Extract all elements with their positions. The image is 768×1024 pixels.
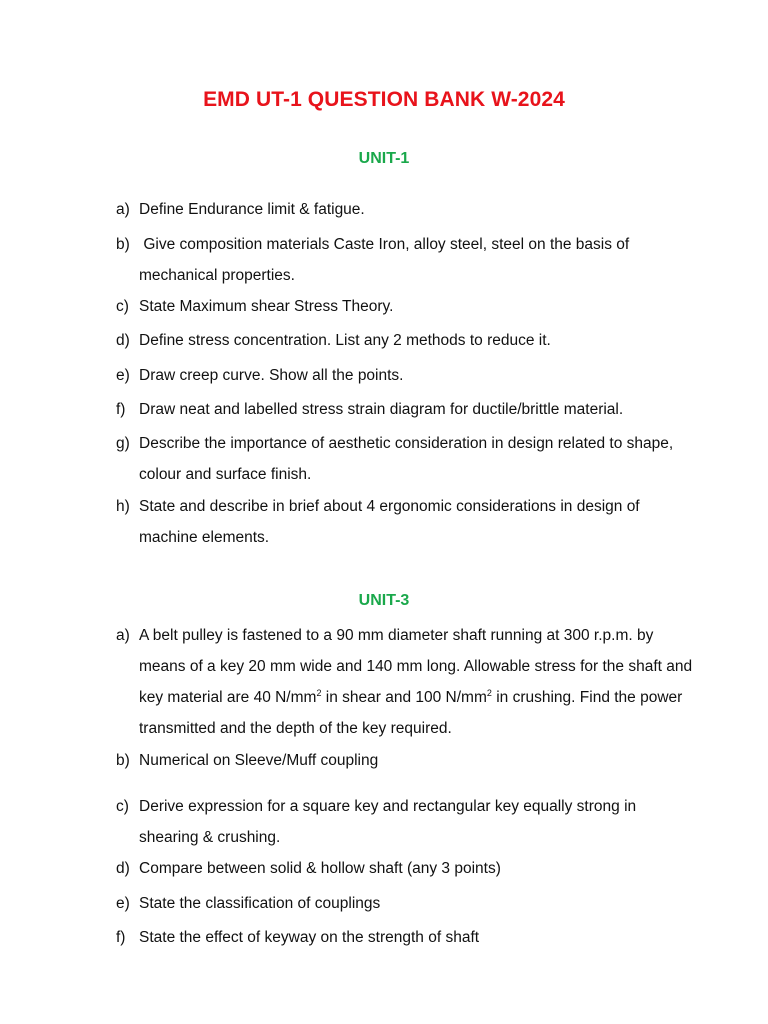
- section-heading-unit-3: UNIT-3: [358, 592, 410, 609]
- question-item: [116, 620, 716, 744]
- question-label: h): [116, 498, 130, 515]
- question-text: State the classification of couplings: [139, 895, 381, 912]
- question-label: d): [116, 332, 130, 349]
- question-text: Numerical on Sleeve/Muff coupling: [139, 752, 379, 769]
- question-label: e): [116, 367, 130, 384]
- question-item: [116, 325, 716, 356]
- question-text: Describe the importance of aesthetic consideration in design related to shape, colour and surface finish.: [139, 435, 674, 483]
- question-item: [116, 394, 716, 425]
- question-text: State Maximum shear Stress Theory.: [139, 298, 394, 315]
- question-text: State and describe in brief about 4 ergonomic considerations in design of machine elements.: [139, 498, 640, 546]
- question-item: [116, 194, 716, 225]
- question-label: c): [116, 798, 129, 815]
- question-label: a): [116, 627, 130, 644]
- question-label: g): [116, 435, 130, 452]
- document-title: EMD UT-1 QUESTION BANK W-2024: [203, 88, 565, 111]
- question-label: b): [116, 236, 130, 253]
- question-item: [116, 853, 716, 884]
- question-item: [116, 291, 716, 322]
- question-item: [116, 428, 716, 490]
- question-text: Define Endurance limit & fatigue.: [139, 201, 365, 218]
- question-text: State the effect of keyway on the strength of shaft: [139, 929, 480, 946]
- question-item: [116, 360, 716, 391]
- question-item: [116, 791, 716, 853]
- question-text: Define stress concentration. List any 2 methods to reduce it.: [139, 332, 551, 349]
- question-text: A belt pulley is fastened to a 90 mm diameter shaft running at 300 r.p.m. by means of a key 20 mm wide and 140 mm long. Allowable stress for the shaft and key material are 40 $N/mm^2$ in shear and 100 $N/mm^2$ in crushing. Find the power transmitted and the depth of the key required.: [139, 627, 693, 737]
- question-label: e): [116, 895, 130, 912]
- question-item: [116, 229, 716, 291]
- question-item: [116, 922, 716, 953]
- question-text: Draw neat and labelled stress strain diagram for ductile/brittle material.: [139, 401, 624, 418]
- question-text: Draw creep curve. Show all the points.: [139, 367, 404, 384]
- question-label: f): [116, 929, 126, 946]
- question-text: Give composition materials Caste Iron, alloy steel, steel on the basis of mechanical properties.: [139, 236, 634, 284]
- question-label: f): [116, 401, 126, 418]
- question-label: c): [116, 298, 129, 315]
- question-text: Compare between solid & hollow shaft (any 3 points): [139, 860, 501, 877]
- section-heading-unit-1: UNIT-1: [358, 150, 410, 167]
- question-label: d): [116, 860, 130, 877]
- question-item: [116, 745, 716, 776]
- question-item: [116, 491, 716, 553]
- question-label: b): [116, 752, 130, 769]
- question-label: a): [116, 201, 130, 218]
- question-text: Derive expression for a square key and rectangular key equally strong in shearing & crushing.: [139, 798, 637, 846]
- question-item: [116, 888, 716, 919]
